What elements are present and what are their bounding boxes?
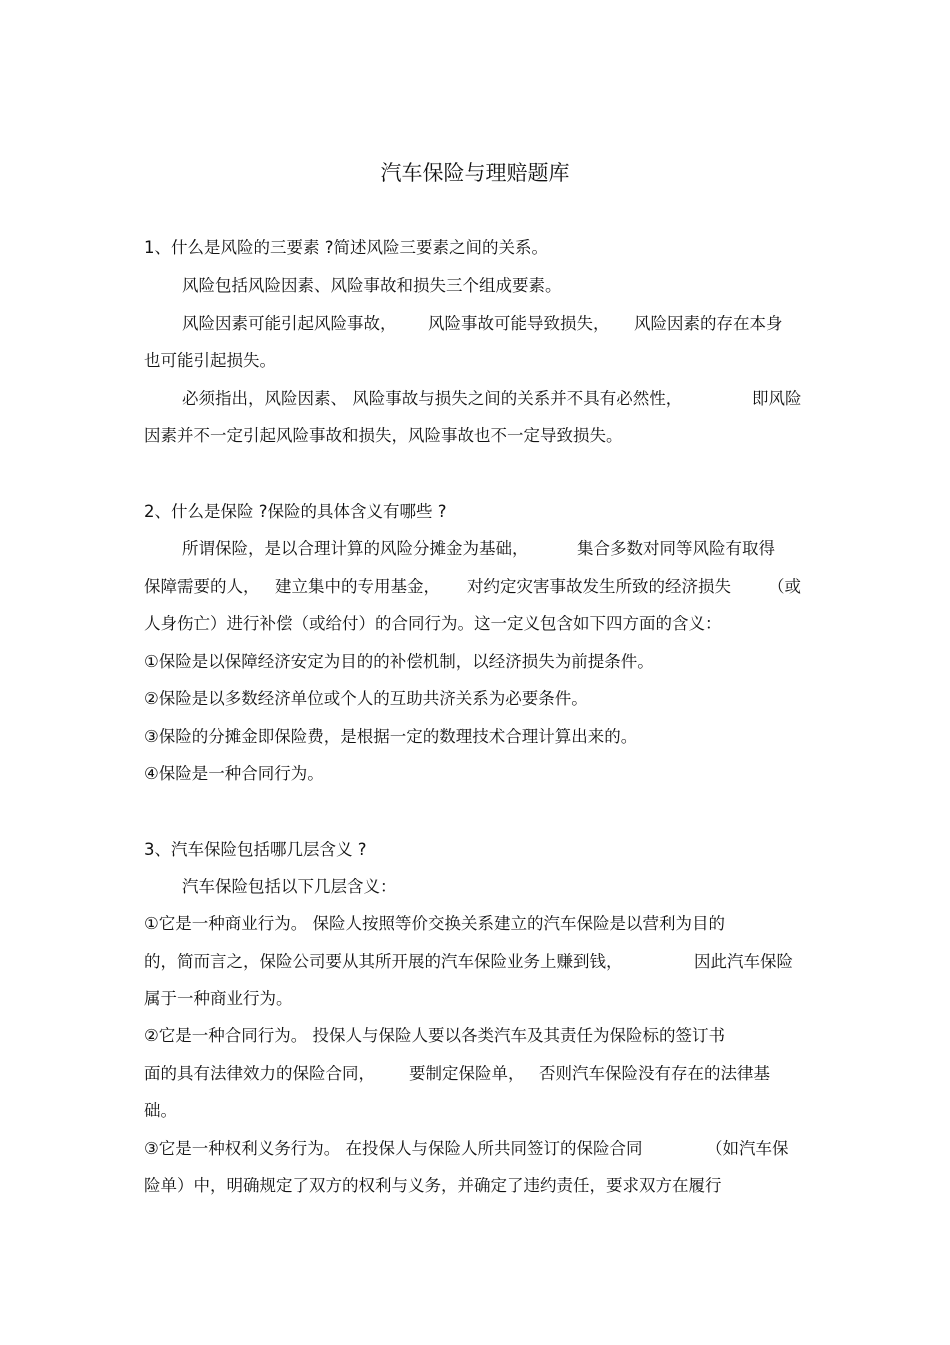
q3-item-2-line-2c: 否则汽车保险没有存在的法律基 (539, 1064, 770, 1083)
q1-paragraph-2-line-1b: 风险事故可能导致损失， (428, 314, 610, 333)
q3-item-3-line-1b: （如汽车保 (706, 1139, 789, 1158)
document-title: 汽车保险与理赔题库 (380, 161, 570, 185)
q2-paragraph-1-line-3: 人身伤亡）进行补偿（或给付）的合同行为。这一定义包含如下四方面的含义： (144, 614, 722, 633)
q3-item-3-line-1a: ③它是一种权利义务行为。 在投保人与保险人所共同签订的保险合同 (144, 1139, 643, 1158)
q2-paragraph-1-line-1b: 集合多数对同等风险有取得 (577, 539, 775, 558)
q1-paragraph-3-line-1b: 即风险 (752, 389, 802, 408)
q3-item-1-line-2b: 因此汽车保险 (694, 952, 793, 971)
q3-intro: 汽车保险包括以下几层含义： (182, 877, 397, 896)
q3-item-1-line-2a: 的，简而言之，保险公司要从其所开展的汽车保险业务上赚到钱， (144, 952, 623, 971)
question-2-heading: 2、什么是保险 ?保险的具体含义有哪些 ? (144, 502, 447, 521)
q3-item-2-line-2a: 面的具有法律效力的保险合同， (144, 1064, 375, 1083)
q1-paragraph-1: 风险包括风险因素、风险事故和损失三个组成要素。 (182, 276, 562, 295)
q1-paragraph-2-line-1c: 风险因素的存在本身 (634, 314, 783, 333)
q3-item-2-line-2b: 要制定保险单， (409, 1064, 525, 1083)
q2-paragraph-1-line-2c: 对约定灾害事故发生所致的经济损失 (467, 577, 731, 596)
q2-paragraph-1-line-2b: 建立集中的专用基金， (275, 577, 440, 596)
q2-paragraph-1-line-2d: （或 (768, 577, 801, 596)
q1-paragraph-3-line-1a: 必须指出，风险因素、 风险事故与损失之间的关系并不具有必然性， (182, 389, 683, 408)
q3-item-1-line-1: ①它是一种商业行为。 保险人按照等价交换关系建立的汽车保险是以营利为目的 (144, 914, 726, 933)
q3-item-1-line-3: 属于一种商业行为。 (144, 989, 293, 1008)
q3-item-3-line-2: 险单）中，明确规定了双方的权利与义务，并确定了违约责任，要求双方在履行 (144, 1176, 722, 1195)
q2-list-item-4: ④保险是一种合同行为。 (144, 764, 324, 783)
q1-paragraph-2-line-1a: 风险因素可能引起风险事故， (182, 314, 397, 333)
q2-list-item-1: ①保险是以保障经济安定为目的的补偿机制，以经济损失为前提条件。 (144, 652, 654, 671)
q2-list-item-3: ③保险的分摊金即保险费，是根据一定的数理技术合理计算出来的。 (144, 727, 638, 746)
q2-list-item-2: ②保险是以多数经济单位或个人的互助共济关系为必要条件。 (144, 689, 588, 708)
q3-item-2-line-1: ②它是一种合同行为。 投保人与保险人要以各类汽车及其责任为保险标的签订书 (144, 1026, 726, 1045)
q3-item-2-line-3: 础。 (144, 1101, 177, 1120)
q2-paragraph-1-line-1a: 所谓保险，是以合理计算的风险分摊金为基础， (182, 539, 529, 558)
q1-paragraph-2-line-2: 也可能引起损失。 (144, 351, 276, 370)
question-3-heading: 3、汽车保险包括哪几层含义 ? (144, 840, 367, 859)
question-1-heading: 1、什么是风险的三要素 ?简述风险三要素之间的关系。 (144, 238, 549, 257)
q1-paragraph-3-line-2: 因素并不一定引起风险事故和损失，风险事故也不一定导致损失。 (144, 426, 623, 445)
q2-paragraph-1-line-2a: 保障需要的人， (144, 577, 260, 596)
